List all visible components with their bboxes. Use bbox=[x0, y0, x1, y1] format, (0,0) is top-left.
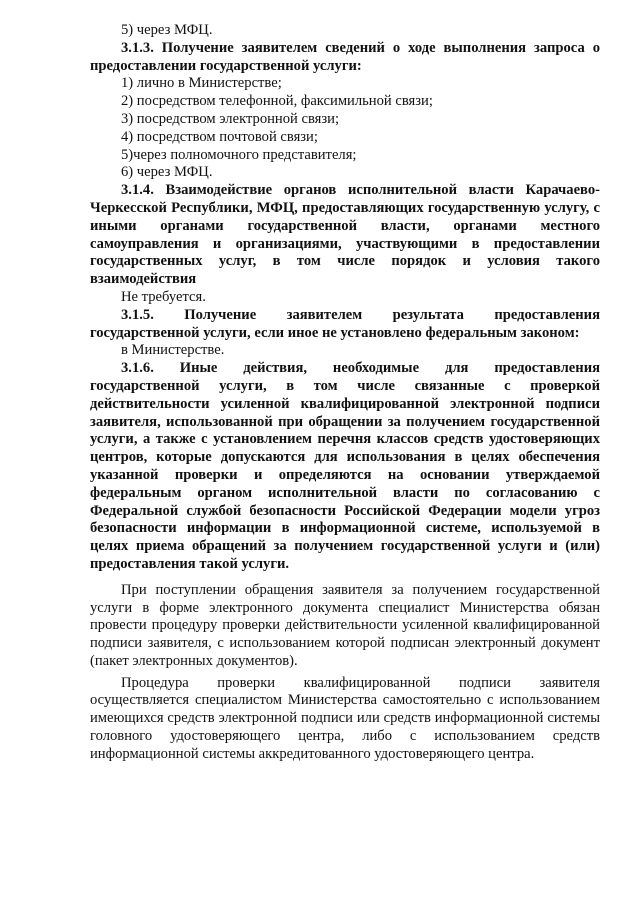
section-text-3-1-5: в Министерстве. bbox=[121, 342, 225, 359]
list-item: 1) лично в Министерстве; bbox=[121, 75, 282, 92]
section-text-3-1-4: Не требуется. bbox=[121, 288, 206, 305]
body-paragraph: Процедура проверки квалифицированной подписи заявителя осуществляется специалистом Министерства самостоятельно с использованием имеющихся средств электронной подписи или средств информационной системы головного удостоверяющего центра, либо с использованием средств информационной системы аккредитованного удостоверяющего центра. bbox=[90, 674, 600, 762]
list-item: 6) через МФЦ. bbox=[121, 164, 213, 181]
list-item-mfc: 5) через МФЦ. bbox=[121, 22, 213, 38]
section-heading-3-1-4: 3.1.4. Взаимодействие органов исполнительной власти Карачаево-Черкесской Республики, МФЦ, предоставляющих государственную услугу, с иными органами государственной власти, органами местного самоуправления и организациями, участвующими в предоставлении государственных услуг, в том числе порядок и условия такого взаимодействия bbox=[90, 182, 600, 288]
list-item: 3) посредством электронной связи; bbox=[121, 110, 340, 127]
document-body bbox=[90, 22, 600, 764]
list-item: 5)через полномочного представителя; bbox=[121, 146, 357, 163]
section-heading-3-1-3: 3.1.3. Получение заявителем сведений о ходе выполнения запроса о предоставлении государственной услуги: bbox=[90, 39, 600, 74]
body-paragraph: При поступлении обращения заявителя за получением государственной услуги в форме электронного документа специалист Министерства обязан провести процедуру проверки действительности усиленной квалифицированной подписи заявителя, с использованием которой подписан электронный документ (пакет электронных документов). bbox=[90, 581, 600, 669]
section-heading-3-1-5: 3.1.5. Получение заявителем результата предоставления государственной услуги, если иное не установлено федеральным законом: bbox=[90, 306, 600, 341]
list-item: 4) посредством почтовой связи; bbox=[121, 128, 318, 145]
list-item: 2) посредством телефонной, факсимильной связи; bbox=[121, 93, 433, 110]
section-heading-3-1-6: 3.1.6. Иные действия, необходимые для предоставления государственной услуги, в том числе связанные с проверкой действительности усиленной квалифицированной электронной подписи заявителя, использованной при обращении за получением государственной услуги, а также с установлением перечня классов средств удостоверяющих центров, которые допускаются для использования в целях обеспечения указанной проверки и определяются на основании утверждаемой федеральным органом исполнительной власти по согласованию с Федеральной службой безопасности Российской Федерации модели угроз безопасности информации в информационной системе, используемой в целях приема обращений за получением государственной услуги и (или) предоставления такой услуги. bbox=[90, 360, 600, 572]
